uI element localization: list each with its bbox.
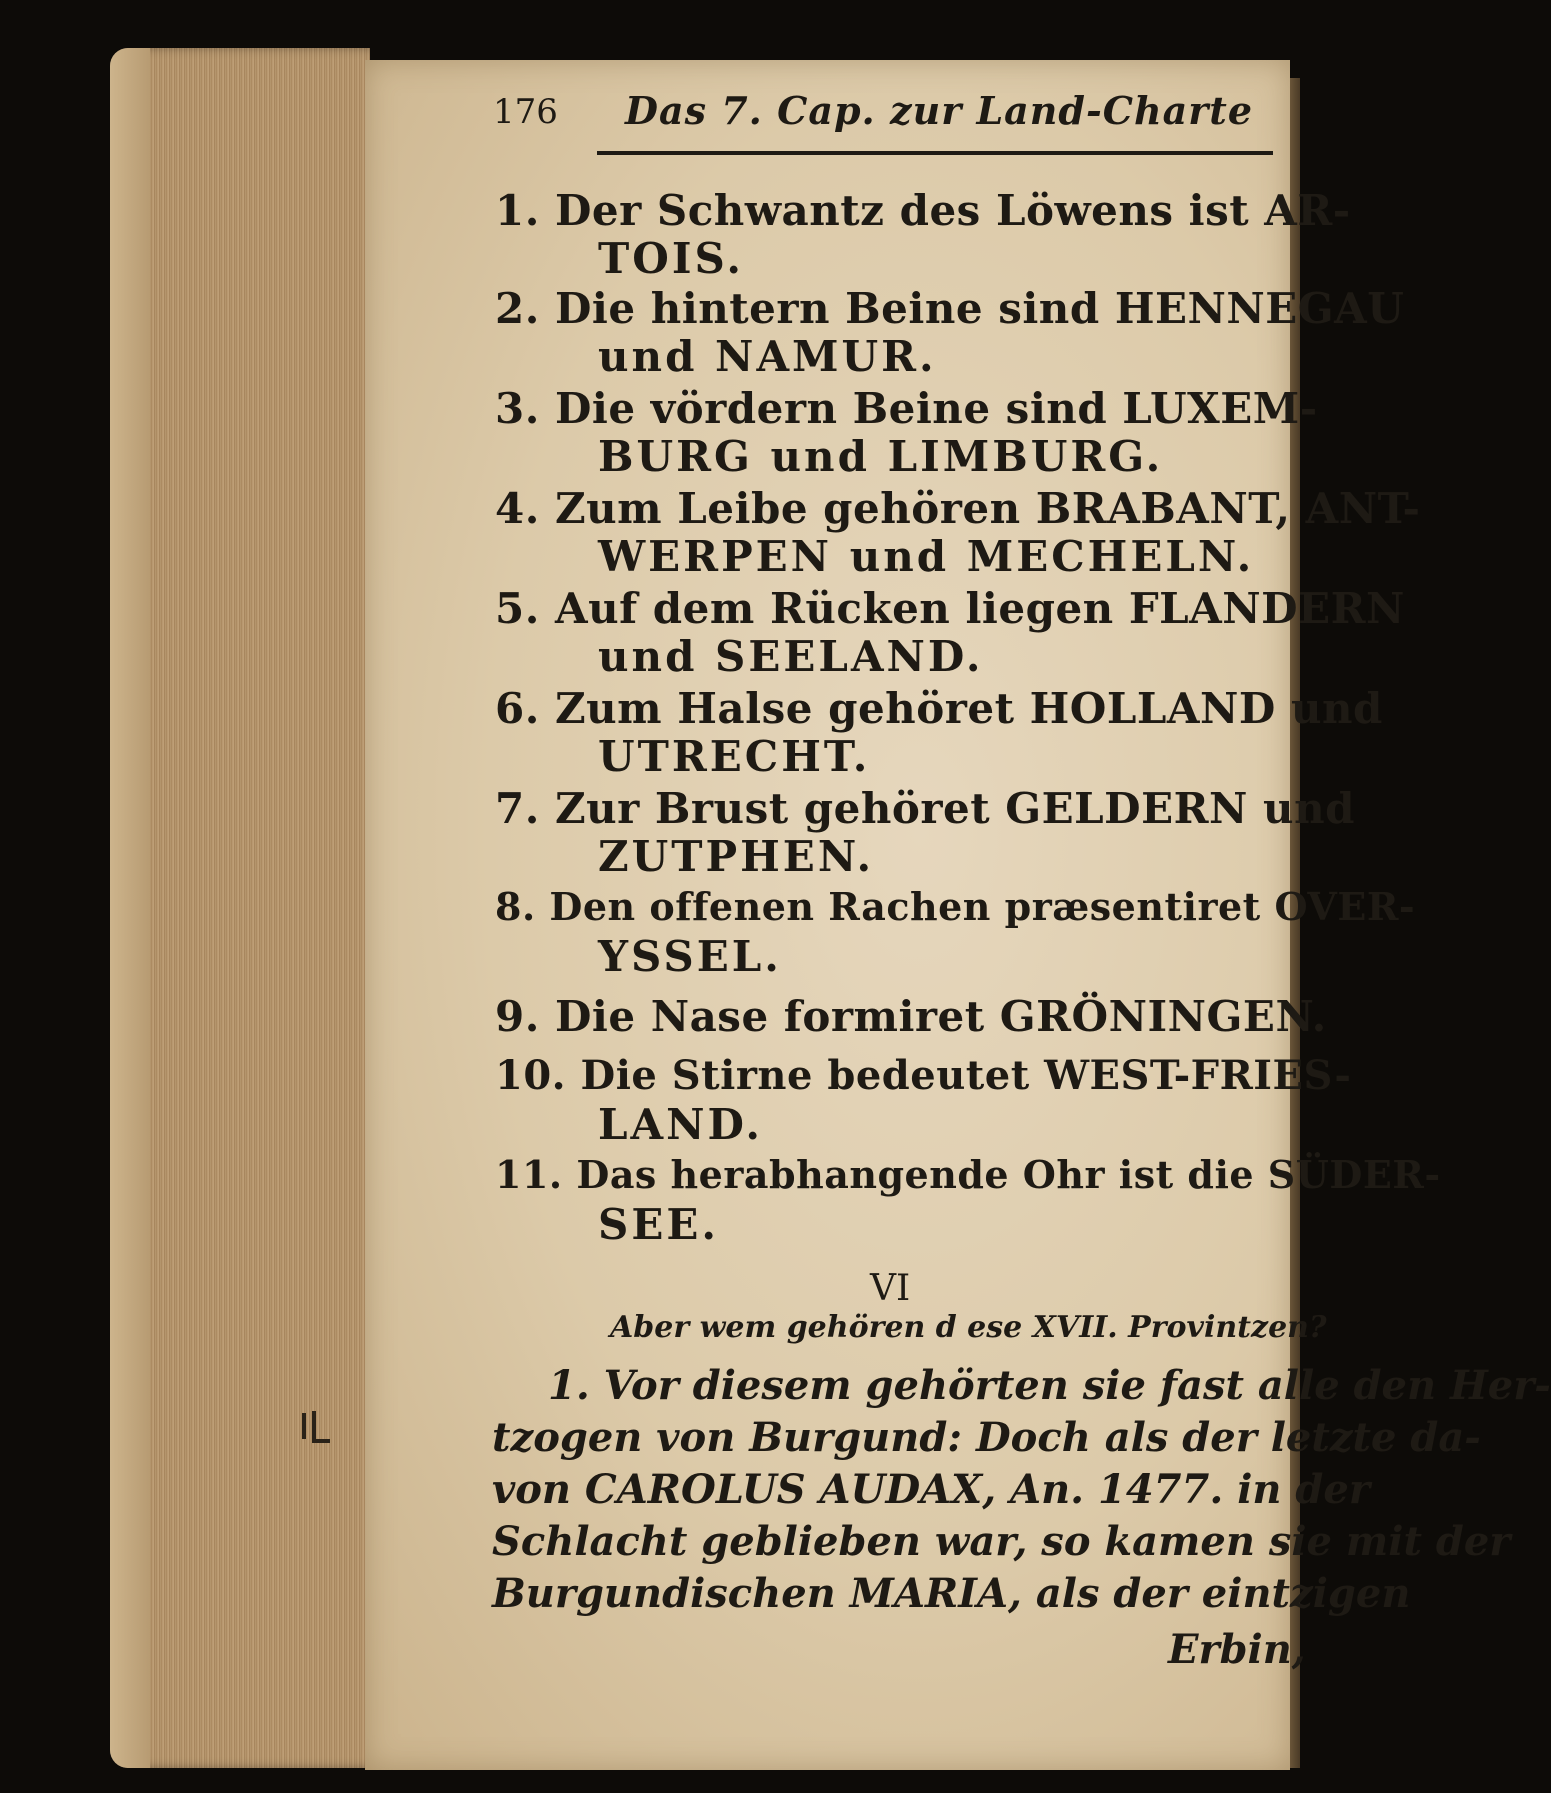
item-10-line-2: LAND. [598, 1100, 764, 1149]
item-3-line-2: BURG und LIMBURG. [598, 432, 1164, 481]
item-6-line-2: UTRECHT. [598, 732, 871, 781]
item-4-line-2: WERPEN und MECHELN. [598, 532, 1255, 581]
item-3-line-1: 3. Die vördern Beine sind LUXEM- [495, 384, 1318, 433]
catchword: Erbin, [1168, 1626, 1306, 1673]
item-5-line-2: und SEELAND. [598, 632, 984, 681]
item-8-line-2: YSSEL. [598, 932, 782, 981]
item-4-line-1: 4. Zum Leibe gehören BRABANT, ANT- [495, 484, 1421, 533]
item-2-line-1: 2. Die hintern Beine sind HENNEGAU [495, 284, 1405, 333]
item-8-line-1: 8. Den offenen Rachen præsentiret OVER- [495, 884, 1416, 929]
item-2-line-2: und NAMUR. [598, 332, 937, 381]
answer-line-1: 1. Vor diesem gehörten sie fast alle den Her- [548, 1362, 1551, 1409]
item-11-line-1: 11. Das herabhangende Ohr ist die SÜDER- [495, 1152, 1441, 1197]
header-rule [597, 151, 1273, 155]
item-7-line-1: 7. Zur Brust gehöret GELDERN und [495, 784, 1355, 833]
item-9-line-1: 9. Die Nase formiret GRÖNINGEN. [495, 992, 1327, 1041]
item-10-line-1: 10. Die Stirne bedeutet WEST-FRIES- [495, 1052, 1352, 1099]
answer-line-5: Burgundischen MARIA, als der eintzigen [492, 1570, 1411, 1617]
page-edges [110, 48, 370, 1768]
answer-line-4: Schlacht geblieben war, so kamen sie mit der [492, 1518, 1511, 1565]
item-7-line-2: ZUTPHEN. [598, 832, 875, 881]
item-5-line-1: 5. Auf dem Rücken liegen FLANDERN [495, 584, 1405, 633]
running-title: Das 7. Cap. zur Land-Charte [625, 88, 1254, 133]
item-1-line-2: TOIS. [598, 234, 744, 283]
ink-marks [296, 1405, 356, 1465]
section-number: VI [870, 1268, 911, 1309]
section-question: Aber wem gehören d ese XVII. Provintzen? [610, 1310, 1327, 1345]
answer-line-3: von CAROLUS AUDAX, An. 1477. in der [492, 1466, 1370, 1513]
page-number: 176 [493, 92, 558, 132]
answer-line-2: tzogen von Burgund: Doch als der letzte da- [492, 1414, 1481, 1461]
item-6-line-1: 6. Zum Halse gehöret HOLLAND und [495, 684, 1383, 733]
item-11-line-2: SEE. [598, 1200, 719, 1249]
item-1-line-1: 1. Der Schwantz des Löwens ist AR- [495, 186, 1351, 235]
